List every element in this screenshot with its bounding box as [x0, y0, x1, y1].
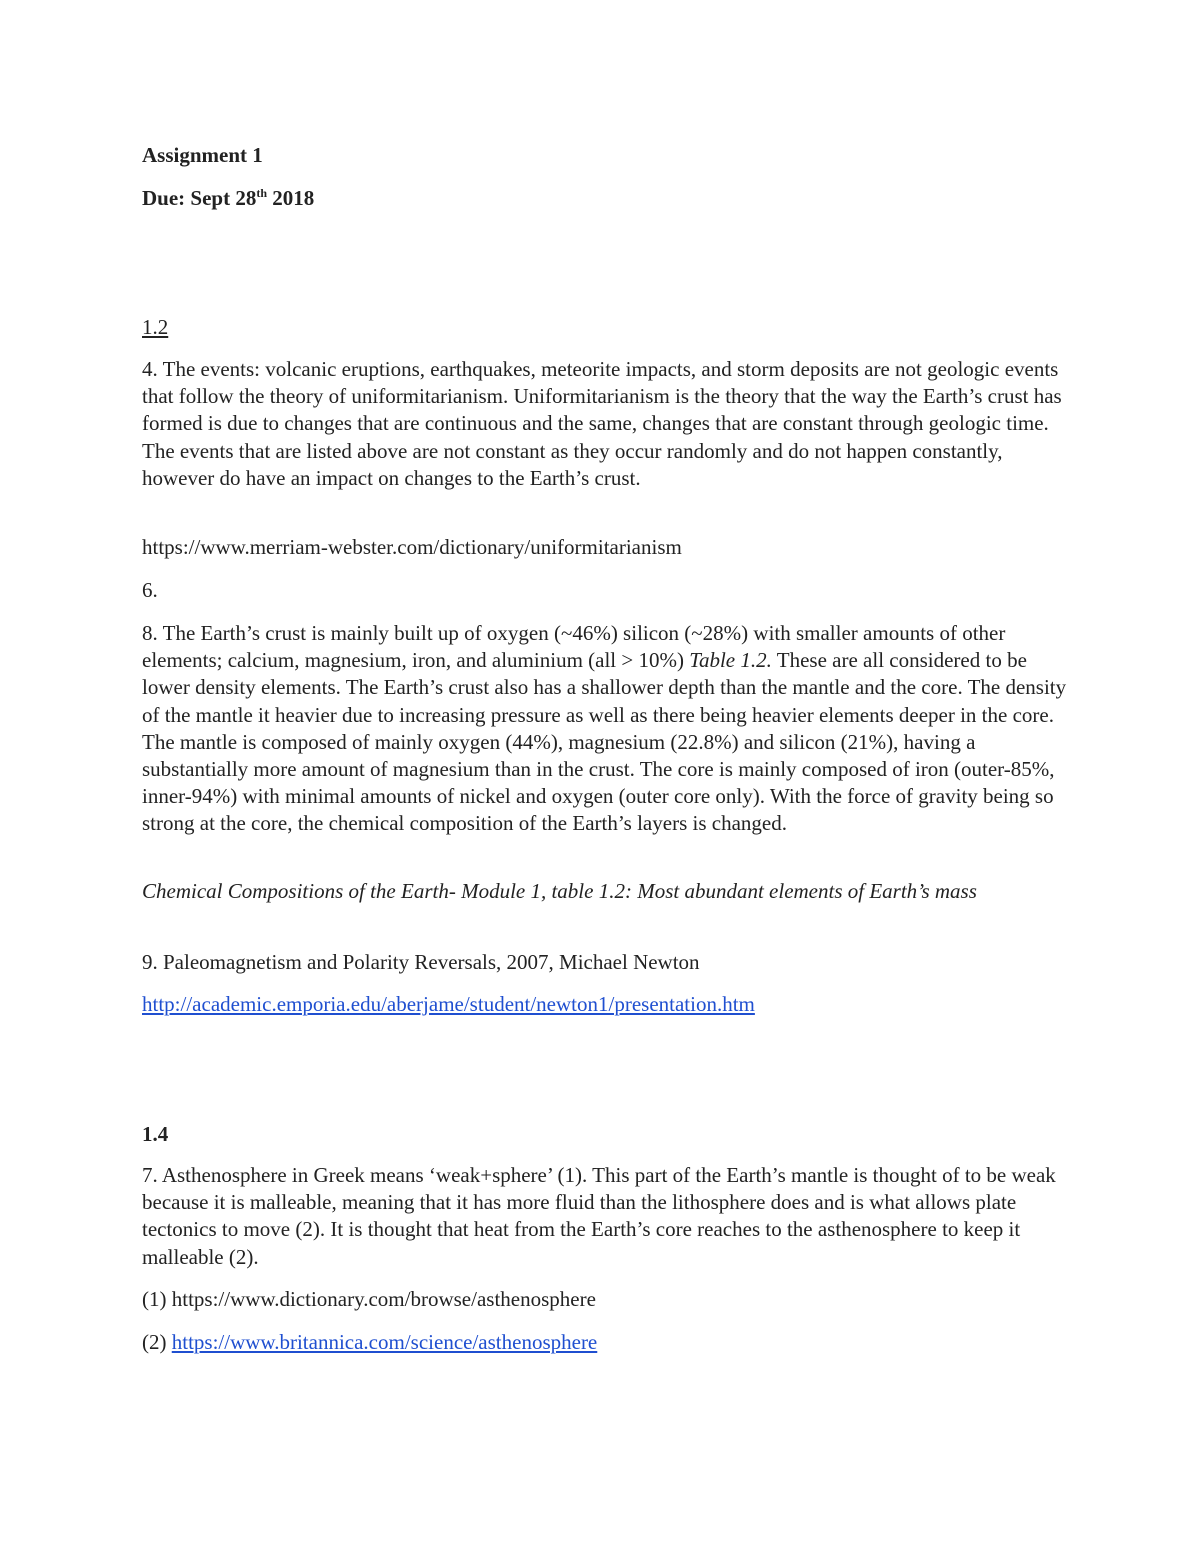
answer-8-text-b: These are all considered to be lower density elements. The Earth’s crust also has a shallower depth than the mantle and the core. The density of the mantle it heavier due to increasing pressure as well as there being heavier elements deeper in the core. The mantle is composed of mainly oxygen (44%), magnesium (22.8%) and silicon (21%), having a substantially more amount of magnesium than in the crust. The core is mainly composed of iron (outer-85%, inner-94%) with minimal amounts of nickel and oxygen (outer core only). With the force of gravity being so strong at the core, the chemical composition of the Earth’s layers is changed. [142, 648, 1067, 836]
assignment-title: Assignment 1 [142, 143, 263, 167]
answer-4-source: https://www.merriam-webster.com/dictionary/uniformitarianism [142, 535, 682, 559]
answer-8 [142, 620, 1067, 838]
answer-4: 4. The events: volcanic eruptions, earthquakes, meteorite impacts, and storm deposits are not geologic events that follow the theory of uniformitarianism. Uniformitarianism is the theory that the way the Earth’s crust has formed is due to changes that are continuous and the same, changes that are constant through geologic time. The events that are listed above are not constant as they occur randomly and do not happen constantly, however do have an impact on changes to the Earth’s crust. [142, 357, 1062, 490]
answer-9-link-line [142, 991, 1067, 1018]
reference-2 [142, 1329, 1067, 1356]
due-date-text: Due: Sept 28 [142, 186, 257, 210]
reference-2-label: (2) [142, 1330, 172, 1354]
answer-9: 9. Paleomagnetism and Polarity Reversals, 2007, Michael Newton [142, 950, 700, 974]
answer-7: 7. Asthenosphere in Greek means ‘weak+sphere’ (1). This part of the Earth’s mantle is thought of to be weak because it is malleable, meaning that it has more fluid than the lithosphere does and is what allows plate tectonics to move (2). It is thought that heat from the Earth’s core reaches to the asthenosphere to keep it malleable (2). [142, 1163, 1056, 1269]
section-heading-1-4: 1.4 [142, 1122, 169, 1146]
answer-6: 6. [142, 578, 158, 602]
answer-9-link[interactable]: http://academic.emporia.edu/aberjame/student/newton1/presentation.htm [142, 992, 755, 1016]
answer-8-text-a: 8. The Earth’s crust is mainly built up of oxygen (~46%) silicon (~28%) with smaller amounts of other elements; calcium, magnesium, iron, and aluminium (all > 10%) [142, 621, 1006, 673]
reference-1: (1) https://www.dictionary.com/browse/asthenosphere [142, 1287, 596, 1311]
reference-2-link[interactable]: https://www.britannica.com/science/asthenosphere [171, 1330, 598, 1354]
section-heading-1-2: 1.2 [142, 315, 169, 339]
answer-8-table-ref: Table 1.2. [689, 648, 772, 673]
answer-8-source: Chemical Compositions of the Earth- Module 1, table 1.2: Most abundant elements of Earth’s mass [142, 879, 977, 903]
due-date-year: 2018 [267, 186, 315, 210]
due-date [142, 186, 314, 211]
due-date-superscript: th [256, 186, 268, 200]
